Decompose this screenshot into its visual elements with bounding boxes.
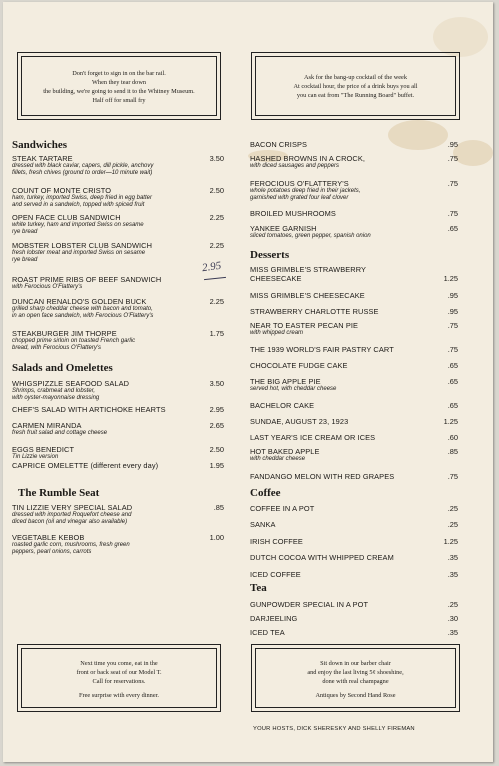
menu-item <box>250 570 462 579</box>
notice-line: the building, we're going to send it to the Whitney Museum. <box>43 88 195 95</box>
item-name: BROILED MUSHROOMS <box>250 209 336 218</box>
menu-item <box>250 433 462 442</box>
item-name: DUTCH COCOA WITH WHIPPED CREAM <box>250 553 394 562</box>
item-name: SUNDAE, AUGUST 23, 1923 <box>250 417 349 426</box>
item-price: .35 <box>447 553 458 562</box>
item-description: rye bread <box>12 257 38 263</box>
item-name: MISS GRIMBLE'S CHEESECAKE <box>250 291 365 300</box>
item-description: diced bacon (oil and vinegar also available) <box>12 519 128 525</box>
item-name: HOT BAKED APPLE <box>250 447 320 456</box>
menu-item <box>250 345 462 354</box>
notice-box-top-right <box>251 52 460 120</box>
section-title-tea: Tea <box>250 582 267 594</box>
notice-line: Sit down in our barber chair <box>320 660 391 667</box>
menu-item <box>12 297 225 320</box>
item-price: .75 <box>447 321 458 330</box>
item-name: DUNCAN RENALDO'S GOLDEN BUCK <box>12 297 147 306</box>
item-description: whole potatoes deep fried in their jackets, <box>250 188 361 194</box>
left-column <box>12 137 225 657</box>
item-price: .35 <box>447 570 458 579</box>
item-name: THE BIG APPLE PIE <box>250 377 321 386</box>
menu-item <box>250 401 462 410</box>
item-price: .75 <box>447 209 458 218</box>
item-price: 1.00 <box>209 533 224 542</box>
menu-item <box>250 140 462 149</box>
item-name: CHOCOLATE FUDGE CAKE <box>250 361 348 370</box>
item-name: FEROCIOUS O'FLATTERY'S <box>250 179 349 188</box>
menu-item <box>12 503 225 526</box>
item-description: peppers, pearl onions, carrots <box>12 549 92 555</box>
notice-line: At cocktail hour, the price of a drink buys you all <box>293 83 418 90</box>
item-description: white turkey, ham and imported Swiss on sesame <box>12 222 144 228</box>
notice-line: Antiques by Second Hand Rose <box>315 692 396 699</box>
menu-item <box>250 265 462 283</box>
menu-item <box>250 361 462 370</box>
menu-item <box>12 421 225 437</box>
item-price: .75 <box>447 345 458 354</box>
item-name: YANKEE GARNISH <box>250 224 317 233</box>
item-description: with oyster-mayonnaise dressing <box>12 395 100 401</box>
item-name: ROAST PRIME RIBS OF BEEF SANDWICH <box>12 275 162 284</box>
item-price: 1.25 <box>443 537 458 546</box>
menu-item <box>12 154 225 177</box>
item-description: ham, turkey, imported Swiss, deep fried in egg batter <box>12 195 152 201</box>
menu-page <box>3 2 493 762</box>
section-title-rumble-seat: The Rumble Seat <box>18 487 100 499</box>
item-description: with whipped cream <box>250 330 304 336</box>
item-name: WHIGSPIZZLE SEAFOOD SALAD <box>12 379 130 388</box>
menu-item <box>250 291 462 300</box>
item-description: Shrimps, crabmeat and lobster, <box>12 388 96 394</box>
item-name: OPEN FACE CLUB SANDWICH <box>12 213 121 222</box>
item-description: garnished with grated four leaf clover <box>250 195 349 201</box>
item-name: HASHED BROWNS IN A CROCK, <box>250 154 366 163</box>
menu-item <box>12 379 225 402</box>
menu-item <box>250 628 462 637</box>
item-description: fresh fruit salad and cottage cheese <box>12 430 108 436</box>
item-price: .60 <box>447 433 458 442</box>
item-price: 2.65 <box>209 421 224 430</box>
menu-item <box>250 224 462 240</box>
item-price: 2.25 <box>209 213 224 222</box>
item-name: LAST YEAR'S ICE CREAM OR ICES <box>250 433 376 442</box>
item-price: .85 <box>447 447 458 456</box>
menu-item <box>250 600 462 609</box>
item-price: .65 <box>447 361 458 370</box>
item-name: STEAKBURGER JIM THORPE <box>12 329 117 338</box>
item-price: 3.50 <box>209 379 224 388</box>
item-price: .35 <box>447 628 458 637</box>
notice-line: Next time you come, eat in the <box>80 660 158 667</box>
item-description: dressed with black caviar, capers, dill pickle, anchovy <box>12 163 154 169</box>
menu-item <box>12 445 225 461</box>
menu-item <box>250 614 462 623</box>
item-description: and served in a sandwich, topped with spiced fruit <box>12 202 145 208</box>
menu-item <box>12 533 225 556</box>
notice-line: front or back seat of our Model T. <box>76 669 162 676</box>
item-name: MISS GRIMBLE'S STRAWBERRY CHEESECAKE <box>250 265 366 283</box>
item-name: ICED TEA <box>250 628 285 637</box>
notice-box-bottom-left <box>17 644 221 712</box>
item-description: rye bread <box>12 229 38 235</box>
menu-item <box>12 461 225 470</box>
item-description: chopped prime sirloin on toasted French garlic <box>12 338 136 344</box>
item-price: .95 <box>447 291 458 300</box>
menu-item <box>12 405 225 414</box>
item-price: 1.25 <box>443 417 458 426</box>
notice-line: Ask for the bang-up cocktail of the week <box>304 74 407 81</box>
item-price: 2.25 <box>209 297 224 306</box>
item-price: .85 <box>213 503 224 512</box>
item-description: fillets, fresh chives (ground to order—10 minute wait) <box>12 170 153 176</box>
notice-text <box>260 73 451 100</box>
item-price: 2.50 <box>209 186 224 195</box>
item-name: MOBSTER LOBSTER CLUB SANDWICH <box>12 241 153 250</box>
menu-item <box>250 307 462 316</box>
item-description: sliced tomatoes, green pepper, spanish onion <box>250 233 371 239</box>
item-price: .65 <box>447 377 458 386</box>
section-title-desserts: Desserts <box>250 249 290 261</box>
section-title-sandwiches: Sandwiches <box>12 139 68 151</box>
item-name: STRAWBERRY CHARLOTTE RUSSE <box>250 307 379 316</box>
item-name: COFFEE IN A POT <box>250 504 315 513</box>
item-description: with Ferocious O'Flattery's <box>12 284 83 290</box>
item-name: NEAR TO EASTER PECAN PIE <box>250 321 359 330</box>
menu-item <box>250 417 462 426</box>
menu-item <box>250 447 462 463</box>
menu-item <box>250 472 462 481</box>
item-price: .65 <box>447 401 458 410</box>
item-name: STEAK TARTARE <box>12 154 73 163</box>
item-price: 1.75 <box>209 329 224 338</box>
item-price: 1.25 <box>443 274 458 283</box>
item-price: 2.25 <box>209 241 224 250</box>
item-price: .95 <box>447 307 458 316</box>
menu-item <box>250 553 462 562</box>
item-name: CAPRICE OMELETTE (different every day) <box>12 461 159 470</box>
item-description: fresh lobster meat and imported Swiss on sesame <box>12 250 146 256</box>
item-price: .25 <box>447 600 458 609</box>
notice-text <box>260 659 451 700</box>
section-title-coffee: Coffee <box>250 487 281 499</box>
item-price: .75 <box>447 179 458 188</box>
item-name: TIN LIZZIE VERY SPECIAL SALAD <box>12 503 133 512</box>
item-description: Tin Lizzie version <box>12 454 59 460</box>
item-name: EGGS BENEDICT <box>12 445 75 454</box>
item-description: with diced sausages and peppers <box>250 163 340 169</box>
menu-item <box>12 329 225 352</box>
item-name: COUNT OF MONTE CRISTO <box>12 186 112 195</box>
menu-item <box>250 537 462 546</box>
item-name: BACHELOR CAKE <box>250 401 315 410</box>
item-price: .75 <box>447 472 458 481</box>
item-price: 3.50 <box>209 154 224 163</box>
item-description: roasted garlic corn, mushrooms, fresh green <box>12 542 130 548</box>
section-title-salads: Salads and Omelettes <box>12 362 113 374</box>
notice-line: Call for reservations. <box>92 678 146 685</box>
item-name: VEGETABLE KEBOB <box>12 533 85 542</box>
menu-item <box>250 154 462 170</box>
item-price: .25 <box>447 520 458 529</box>
notice-line: done with real champagne <box>322 678 389 685</box>
item-name: IRISH COFFEE <box>250 537 303 546</box>
hosts-credit: YOUR HOSTS, DICK SHERESKY AND SHELLY FIREMAN <box>253 726 415 732</box>
item-price: .30 <box>447 614 458 623</box>
notice-line: Don't forget to sign in on the bar rail. <box>72 70 166 77</box>
item-description: grilled sharp cheddar cheese with bacon and tomato, <box>12 306 153 312</box>
item-name: ICED COFFEE <box>250 570 301 579</box>
right-column <box>250 137 462 637</box>
item-price: .75 <box>447 154 458 163</box>
item-price: .65 <box>447 224 458 233</box>
item-name: BACON CRISPS <box>250 140 308 149</box>
item-price: .25 <box>447 504 458 513</box>
item-price: 1.95 <box>209 461 224 470</box>
menu-item <box>12 186 225 209</box>
menu-item <box>250 377 462 393</box>
menu-item <box>250 209 462 218</box>
menu-item <box>250 504 462 513</box>
item-description: bread, with Ferocious O'Flattery's <box>12 345 101 351</box>
menu-item <box>12 213 225 236</box>
notice-text <box>26 659 212 700</box>
notice-box-bottom-right <box>251 644 460 712</box>
item-name: FANDANGO MELON WITH RED GRAPES <box>250 472 395 481</box>
item-name: SANKA <box>250 520 276 529</box>
item-description: in an open face sandwich, with Ferocious O'Flattery's <box>12 313 154 319</box>
notice-line: Free surprise with every dinner. <box>79 692 159 699</box>
item-name: CARMEN MIRANDA <box>12 421 82 430</box>
menu-item <box>250 179 462 202</box>
notice-text <box>26 69 212 105</box>
item-price: 2.95 <box>209 405 224 414</box>
notice-box-top-left <box>17 52 221 120</box>
item-price: 2.50 <box>209 445 224 454</box>
item-name: GUNPOWDER SPECIAL IN A POT <box>250 600 369 609</box>
item-name: THE 1939 WORLD'S FAIR PASTRY CART <box>250 345 394 354</box>
notice-line: Half off for small fry <box>92 97 146 104</box>
menu-item <box>12 241 225 264</box>
menu-item <box>250 520 462 529</box>
notice-line: you can eat from "The Running Board" buffet. <box>296 92 415 99</box>
notice-line: When they tear down <box>91 79 147 86</box>
item-description: dressed with imported Roquefort cheese and <box>12 512 132 518</box>
item-price: .95 <box>447 140 458 149</box>
menu-item <box>250 321 462 337</box>
stain <box>433 17 488 57</box>
handwritten-price: 2.95 <box>201 259 222 275</box>
item-name: CHEF'S SALAD WITH ARTICHOKE HEARTS <box>12 405 166 414</box>
item-description: served hot, with cheddar cheese <box>250 386 337 392</box>
item-description: with cheddar cheese <box>250 456 306 462</box>
item-name: DARJEELING <box>250 614 298 623</box>
menu-item <box>12 275 225 291</box>
notice-line: and enjoy the last living 5¢ shoeshine, <box>307 669 404 676</box>
